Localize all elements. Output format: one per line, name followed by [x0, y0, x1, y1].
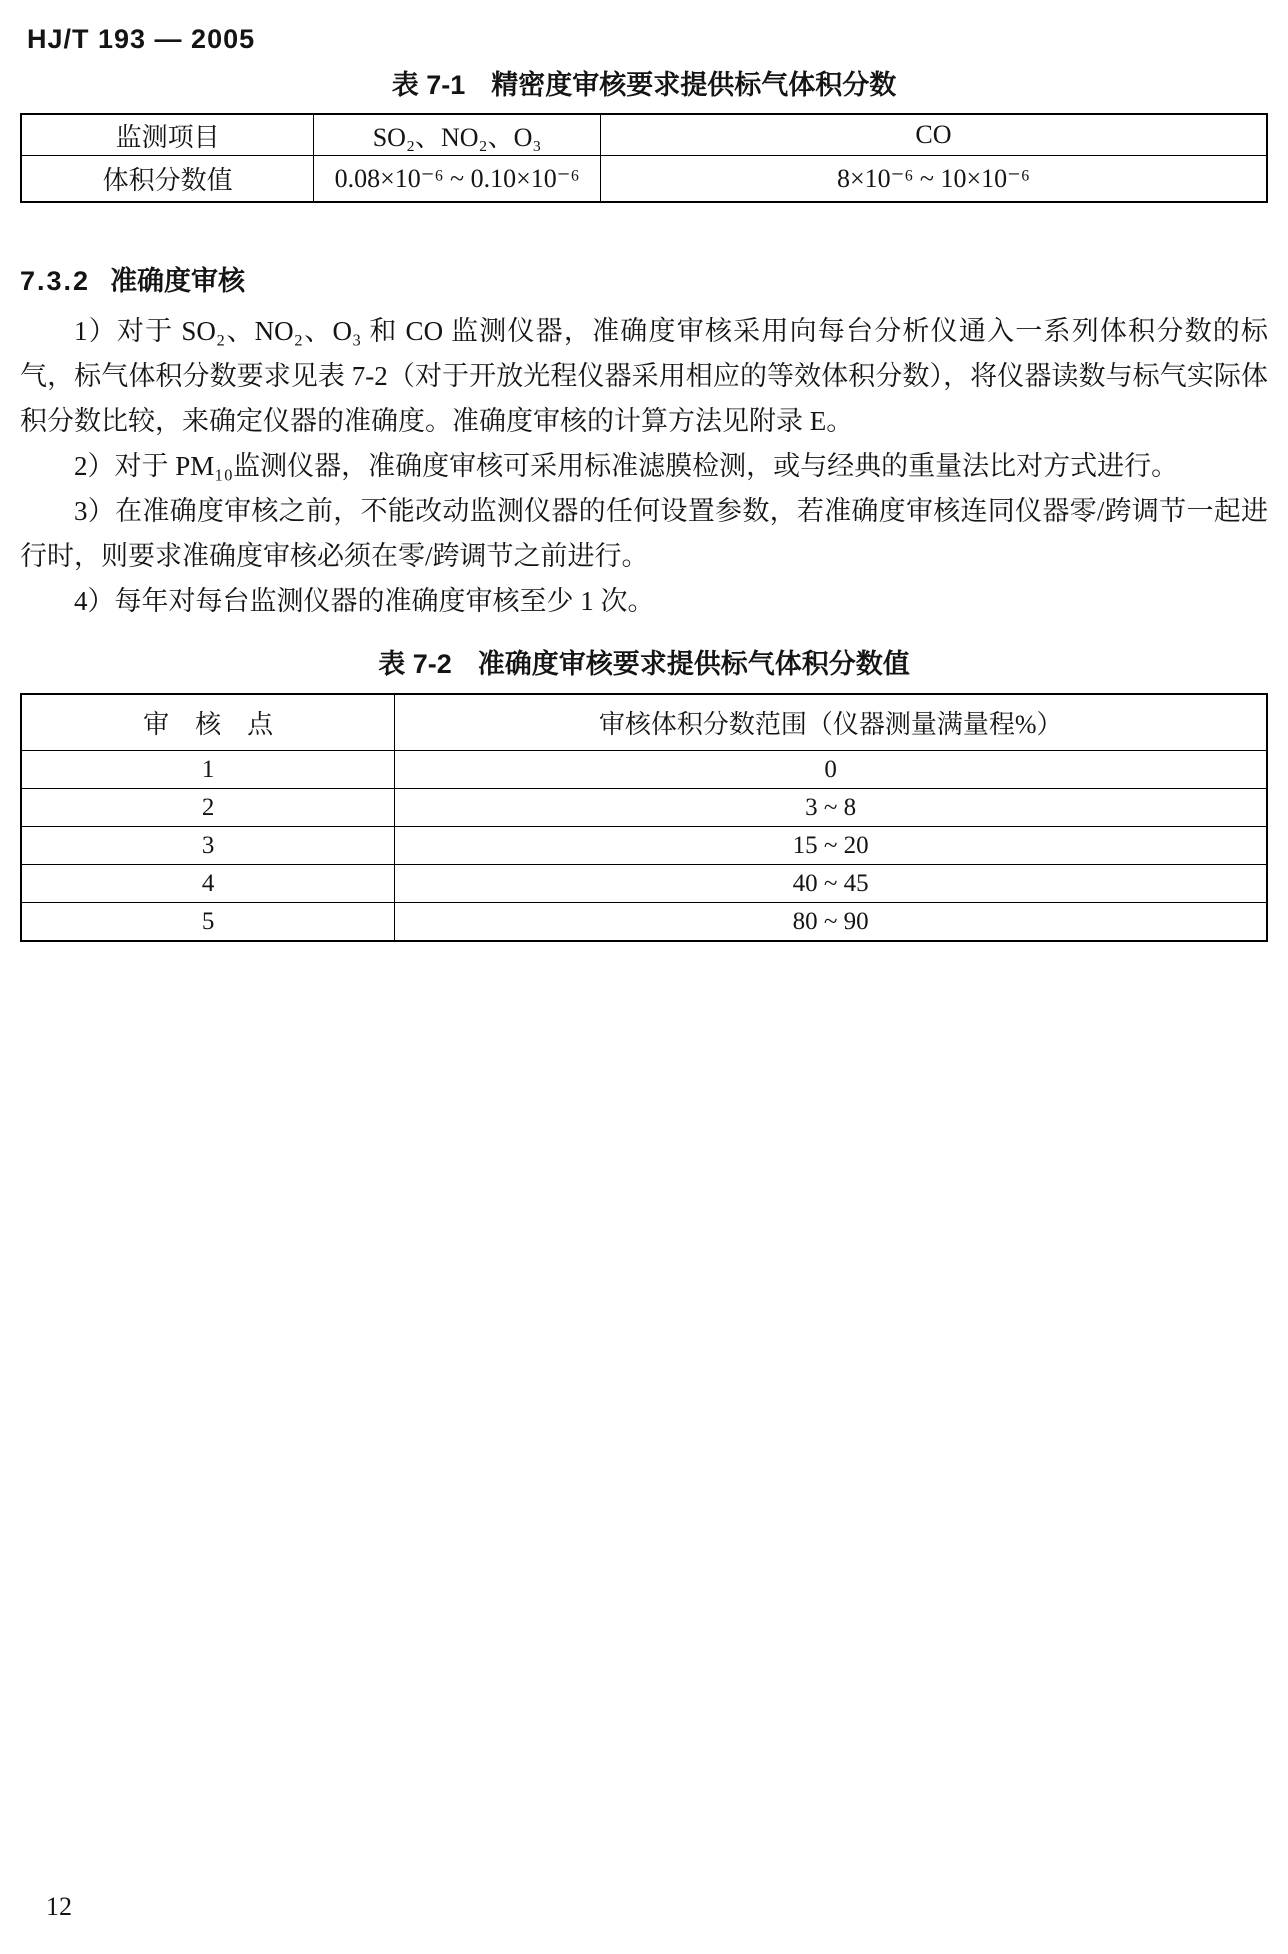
table-cell: 0 [395, 751, 1267, 789]
section-title: 准确度审核 [110, 266, 246, 296]
paragraph: 2）对于 PM₁₀监测仪器，准确度审核可采用标准滤膜检测，或与经典的重量法比对方式进行。 [74, 451, 1179, 481]
section-heading [20, 265, 1268, 297]
table-row [21, 827, 1267, 865]
table-7-1-label: 表 7-1 [391, 70, 466, 100]
table-7-2-label: 表 7-2 [378, 649, 452, 679]
document-page [0, 0, 1288, 942]
table-cell: 80 ~ 90 [395, 903, 1267, 942]
table-7-1-caption: 精密度审核要求提供标气体积分数 [491, 70, 897, 100]
table-cell: CO [600, 114, 1267, 156]
table-cell: 40 ~ 45 [395, 865, 1267, 903]
document-code: HJ/T 193 — 2005 [27, 24, 256, 54]
table-cell: 1 [21, 751, 395, 789]
table-7-1-title [20, 69, 1268, 101]
table-row [21, 789, 1267, 827]
section-number: 7.3.2 [20, 266, 91, 296]
table-row [21, 865, 1267, 903]
table-row [21, 114, 1267, 156]
table-7-2 [20, 693, 1268, 942]
table-cell: 15 ~ 20 [395, 827, 1267, 865]
paragraph: 4）每年对每台监测仪器的准确度审核至少 1 次。 [74, 586, 655, 616]
table-cell: 8×10⁻⁶ ~ 10×10⁻⁶ [600, 156, 1267, 203]
paragraph: 3）在准确度审核之前，不能改动监测仪器的任何设置参数，若准确度审核连同仪器零/跨调节一起进行时，则要求准确度审核必须在零/跨调节之前进行。 [20, 496, 1268, 571]
table-cell: 4 [21, 865, 395, 903]
table-7-1 [20, 113, 1268, 203]
table-cell: 5 [21, 903, 395, 942]
table-row [21, 903, 1267, 942]
table-cell: 监测项目 [21, 114, 314, 156]
table-row [21, 751, 1267, 789]
column-header: 审 核 点 [21, 694, 395, 751]
section-body [20, 309, 1268, 624]
page-number: 12 [46, 1892, 72, 1921]
table-cell: SO₂、NO₂、O₃ [314, 114, 601, 156]
table-cell: 3 ~ 8 [395, 789, 1267, 827]
table-cell: 0.08×10⁻⁶ ~ 0.10×10⁻⁶ [314, 156, 601, 203]
table-cell: 2 [21, 789, 395, 827]
table-cell: 3 [21, 827, 395, 865]
table-row [21, 156, 1267, 203]
table-7-2-caption: 准确度审核要求提供标气体积分数值 [477, 649, 910, 679]
table-header-row [21, 694, 1267, 751]
paragraph: 1）对于 SO₂、NO₂、O₃ 和 CO 监测仪器，准确度审核采用向每台分析仪通入一系列体积分数的标气，标气体积分数要求见表 7-2（对于开放光程仪器采用相应的等效体积分数），将仪器读数与标气实际体积分数比较，来确定仪器的准确度。准确度审核的计算方法见附录 E。 [20, 316, 1268, 436]
table-cell: 体积分数值 [21, 156, 314, 203]
column-header: 审核体积分数范围（仪器测量满量程%） [395, 694, 1267, 751]
table-7-2-title [20, 648, 1268, 680]
